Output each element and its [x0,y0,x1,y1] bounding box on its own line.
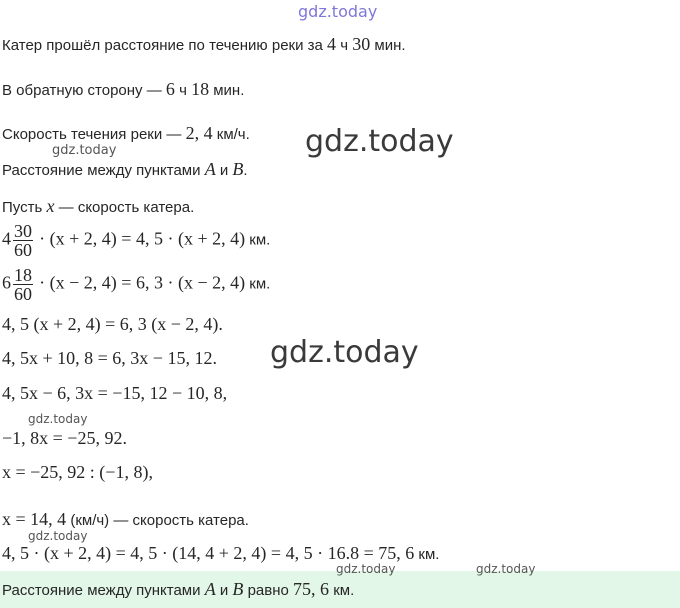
watermark-small: gdz.today [28,412,88,426]
watermark-small: gdz.today [336,562,396,576]
watermark-small: gdz.today [28,529,88,543]
answer-text: Расстояние между пунктами A и B равно 75, 6 км. [2,579,355,599]
equation-line-7: 6 $\frac{18}{60}$ · (x − 2, 4) = 6, 3 · (x − 2, 4) км. [2,265,271,304]
watermark-small: gdz.today [476,562,536,576]
equation-line-10: 4, 5x − 6, 3x = −15, 12 − 10, 8, [2,383,228,403]
watermark-small: gdz.today [52,143,117,158]
text-line-3: Скорость течения реки — 2, 4 км/ч. [2,123,250,143]
equation-line-9: 4, 5x + 10, 8 = 6, 3x − 15, 12. [2,348,217,368]
answer-block [0,571,680,608]
text-line-5: Пусть x — скорость катера. [2,196,195,216]
text-line-4: Расстояние между пунктами A и B. [2,159,248,179]
watermark-top: gdz.today [298,2,378,21]
watermark-large: gdz.today [305,124,454,159]
text-line-13: x = 14, 4 (км/ч) — скорость катера. [2,509,249,529]
watermark-large: gdz.today [270,335,419,370]
equation-line-8: 4, 5 (x + 2, 4) = 6, 3 (x − 2, 4). [2,314,223,334]
equation-line-6: 4 $\frac{30}{60}$ · (x + 2, 4) = 4, 5 · (x + 2, 4) км. [2,221,271,260]
equation-line-11: −1, 8x = −25, 92. [2,428,127,448]
text-line-1: Катер прошёл расстояние по течению реки за 4 ч 30 мин. [2,34,406,54]
text-line-2: В обратную сторону — 6 ч 18 мин. [2,79,245,99]
equation-line-12: x = −25, 92 : (−1, 8), [2,462,153,482]
equation-line-14: 4, 5 · (x + 2, 4) = 4, 5 · (14, 4 + 2, 4) = 4, 5 · 16.8 = 75, 6 км. [2,543,440,563]
